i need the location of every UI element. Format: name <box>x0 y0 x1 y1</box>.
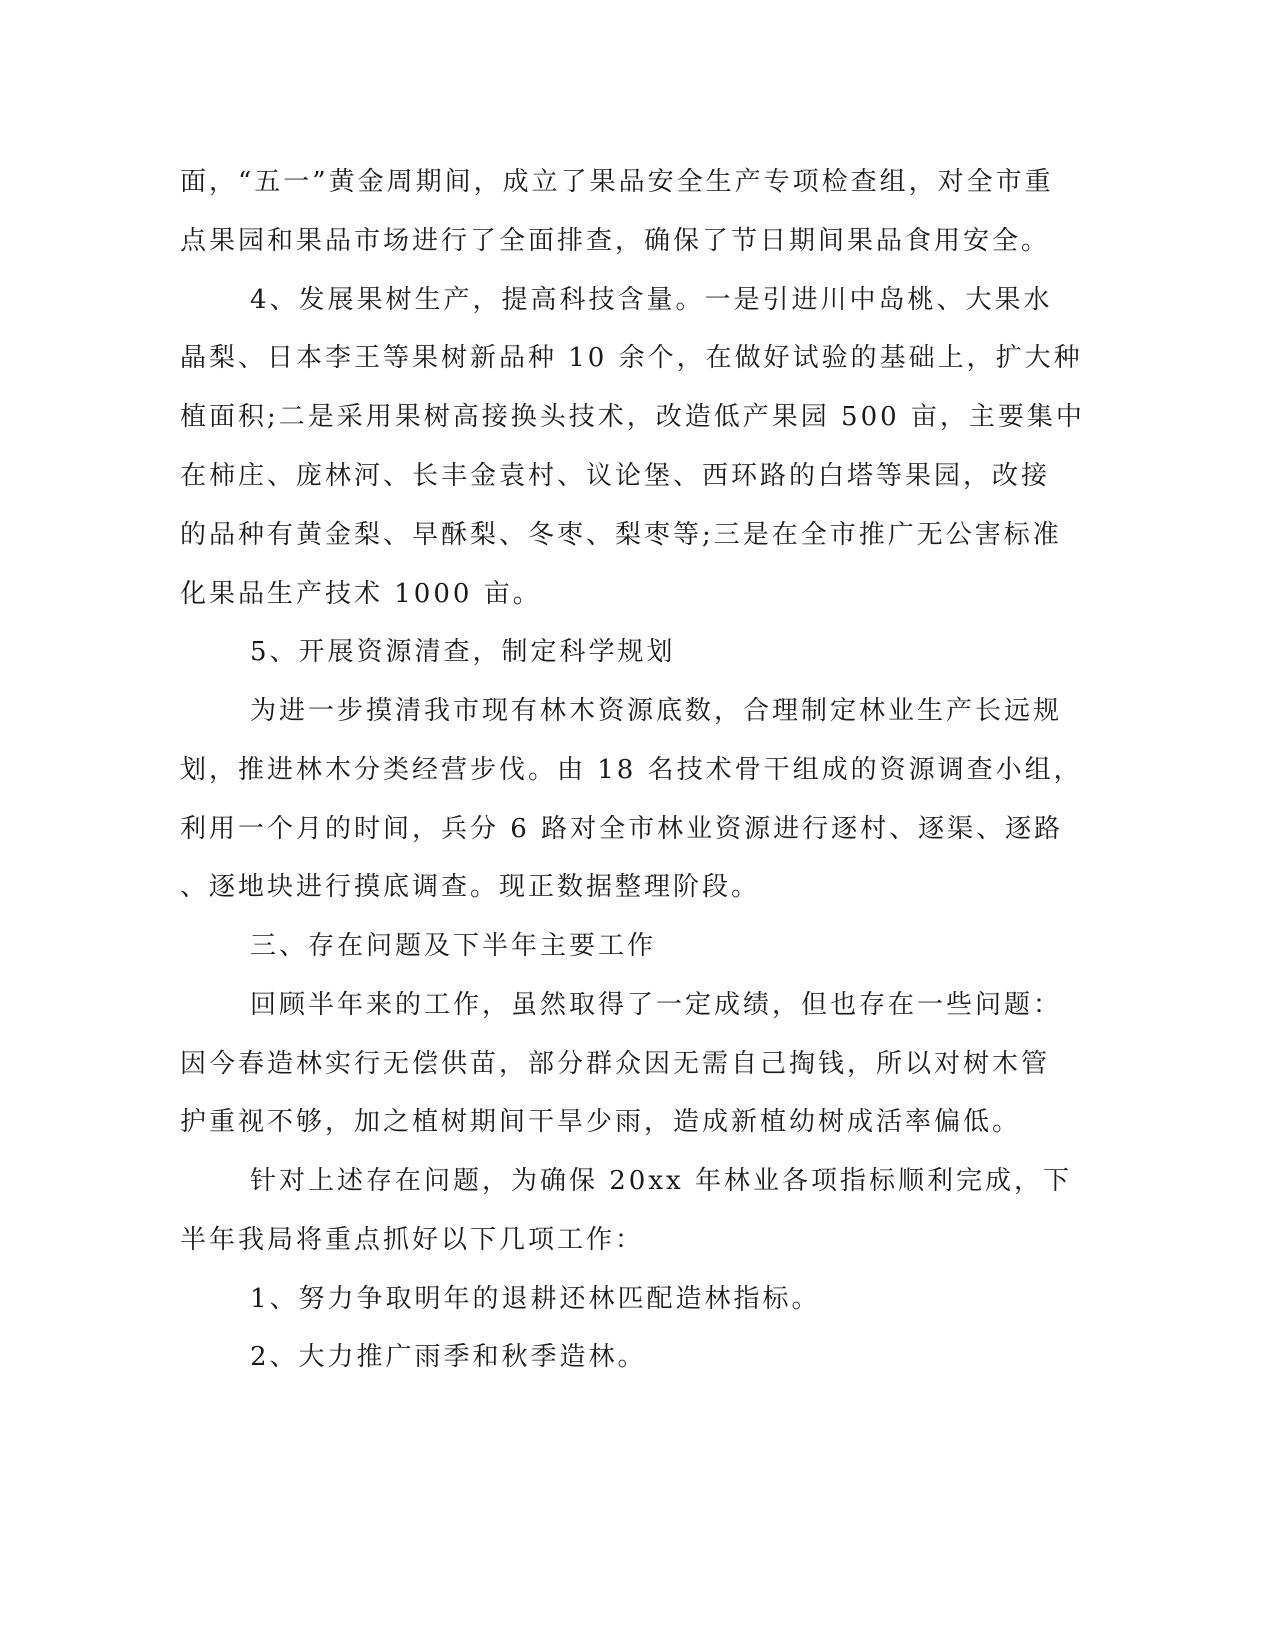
paragraph-start-line: 回顾半年来的工作，虽然取得了一定成绩，但也存在一些问题： <box>250 990 1063 1020</box>
text-line: 点果园和果品市场进行了全面排查，确保了节日期间果品食用安全。 <box>180 226 1051 256</box>
list-item: 1、努力争取明年的退耕还林匹配造林指标。 <box>250 1284 821 1314</box>
section-heading: 三、存在问题及下半年主要工作 <box>250 931 657 961</box>
text-line: 、逐地块进行摸底调查。现正数据整理阶段。 <box>180 872 761 902</box>
paragraph-start-line: 4、发展果树生产，提高科技含量。一是引进川中岛桃、大果水 <box>250 285 1053 315</box>
text-line: 划，推进林木分类经营步伐。由 18 名技术骨干组成的资源调查小组， <box>180 755 1083 785</box>
text-line: 晶梨、日本李王等果树新品种 10 余个，在做好试验的基础上，扩大种 <box>180 343 1083 373</box>
text-line: 利用一个月的时间，兵分 6 路对全市林业资源进行逐村、逐渠、逐路 <box>180 814 1064 844</box>
text-line: 的品种有黄金梨、早酥梨、冬枣、梨枣等;三是在全市推广无公害标准 <box>180 520 1062 550</box>
text-line: 在柿庄、庞林河、长丰金袁村、议论堡、西环路的白塔等果园，改接 <box>180 461 1051 491</box>
text-line: 植面积;二是采用果树高接换头技术，改造低产果园 500 亩，主要集中 <box>180 402 1085 432</box>
text-line: 半年我局将重点抓好以下几项工作： <box>180 1225 645 1255</box>
text-line: 面，“五一”黄金周期间，成立了果品安全生产专项检查组，对全市重 <box>180 167 1054 197</box>
paragraph-start-line: 为进一步摸清我市现有林木资源底数，合理制定林业生产长远规 <box>250 696 1063 726</box>
paragraph-start-line: 针对上述存在问题，为确保 20xx 年林业各项指标顺利完成，下 <box>250 1166 1072 1196</box>
list-item: 2、大力推广雨季和秋季造林。 <box>250 1342 647 1372</box>
text-line: 护重视不够，加之植树期间干旱少雨，造成新植幼树成活率偏低。 <box>180 1107 1022 1137</box>
text-line: 因今春造林实行无偿供苗，部分群众因无需自己掏钱，所以对树木管 <box>180 1049 1051 1079</box>
text-line: 化果品生产技术 1000 亩。 <box>180 579 542 609</box>
section-heading: 5、开展资源清查，制定科学规划 <box>250 637 676 667</box>
